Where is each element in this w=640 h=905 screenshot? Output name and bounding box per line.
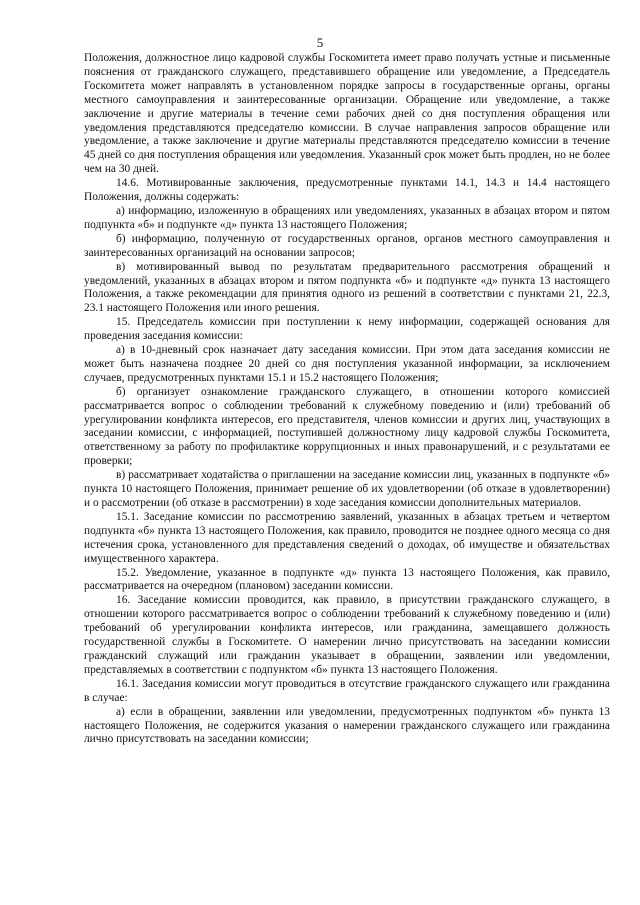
paragraph-continuation: Положения, должностное лицо кадровой службы Госкомитета имеет право получать устные и письменные пояснения от гражданского служащего, представившего обращение или уведомление, а Председатель Госкомитета может направлять в установленном порядке запросы в государственные органы, органы местного самоуправления и заинтересованные организации. Обращение или уведомление, а также заключение и другие материалы в течение семи рабочих дней со дня поступления обращения или уведомления представляются председателю комиссии. В случае направления запросов обращение или уведомление, а также заключение и другие материалы представляются председателю комиссии в течение 45 дней со дня поступления обращения или уведомления. Указанный срок может быть продлен, но не более чем на 30 дней. — [84, 52, 610, 176]
paragraph-15-b: б) организует ознакомление гражданского служащего, в отношении которого комиссией рассматривается вопрос о соблюдении требований к служебному поведению и (или) требований об урегулировании конфликта интересов, его представителя, членов комиссии и других лиц, участвующих в заседании комиссии, с информацией, поступившей должностному лицу кадровой службы Госкомитета, ответственному за работу по профилактике коррупционных и иных правонарушений, и с результатами ее проверки; — [84, 385, 610, 468]
page-number: 5 — [316, 35, 324, 50]
paragraph-15-2: 15.2. Уведомление, указанное в подпункте «д» пункта 13 настоящего Положения, как правило, рассматривается на очередном (плановом) заседании комиссии. — [84, 566, 610, 593]
paragraph-15-v: в) рассматривает ходатайства о приглашении на заседание комиссии лиц, указанных в подпункте «б» пункта 10 настоящего Положения, принимает решение об их удовлетворении (об отказе в удовлетворении) и о рассмотрении (об отказе в рассмотрении) в ходе заседания комиссии дополнительных материалов. — [84, 469, 610, 509]
paragraph-14-6-a: а) информацию, изложенную в обращениях или уведомлениях, указанных в абзацах втором и пятом подпункта «б» и подпункте «д» пункта 13 настоящего Положения; — [84, 204, 610, 231]
paragraph-16: 16. Заседание комиссии проводится, как правило, в присутствии гражданского служащего, в отношении которого рассматривается вопрос о соблюдении требований к служебному поведению и (или) требований об урегулировании конфликта интересов, или гражданина, замещавшего должность государственной службы в Госкомитете. О намерении лично присутствовать на заседании комиссии гражданский служащий или гражданин указывает в обращении, заявлении или уведомлении, представляемых в соответствии с подпунктом «б» пункта 13 настоящего Положения. — [84, 594, 610, 676]
paragraph-16-1: 16.1. Заседания комиссии могут проводиться в отсутствие гражданского служащего или гражданина в случае: — [84, 677, 610, 704]
paragraph-16-1-a: а) если в обращении, заявлении или уведомлении, предусмотренных подпунктом «б» пункта 13 настоящего Положения, не содержится указания о намерении гражданского служащего или гражданина лично присутствовать на заседании комиссии; — [84, 705, 610, 746]
document-body — [84, 52, 610, 747]
paragraph-15: 15. Председатель комиссии при поступлении к нему информации, содержащей основания для проведения заседания комиссии: — [84, 316, 610, 343]
paragraph-15-1: 15.1. Заседание комиссии по рассмотрению заявлений, указанных в абзацах третьем и четвертом подпункта «б» пункта 13 настоящего Положения, как правило, проводится не позднее одного месяца со дня истечения срока, установленного для представления сведений о доходах, об имуществе и обязательствах имущественного характера. — [84, 510, 610, 565]
paragraph-14-6-v: в) мотивированный вывод по результатам предварительного рассмотрения обращений и уведомлений, указанных в абзацах втором и пятом подпункта «б» и подпункте «д» пункта 13 настоящего Положения, а также рекомендации для принятия одного из решений в соответствии с пунктами 21, 22.3, 23.1 настоящего Положения или иного решения. — [84, 260, 610, 315]
paragraph-14-6-b: б) информацию, полученную от государственных органов, органов местного самоуправления и заинтересованных организаций на основании запросов; — [84, 232, 610, 259]
paragraph-14-6: 14.6. Мотивированные заключения, предусмотренные пунктами 14.1, 14.3 и 14.4 настоящего Положения, должны содержать: — [84, 177, 610, 204]
paragraph-15-a: а) в 10-дневный срок назначает дату заседания комиссии. При этом дата заседания комиссии не может быть назначена позднее 20 дней со дня поступления указанной информации, за исключением случаев, предусмотренных пунктами 15.1 и 15.2 настоящего Положения; — [84, 344, 610, 384]
